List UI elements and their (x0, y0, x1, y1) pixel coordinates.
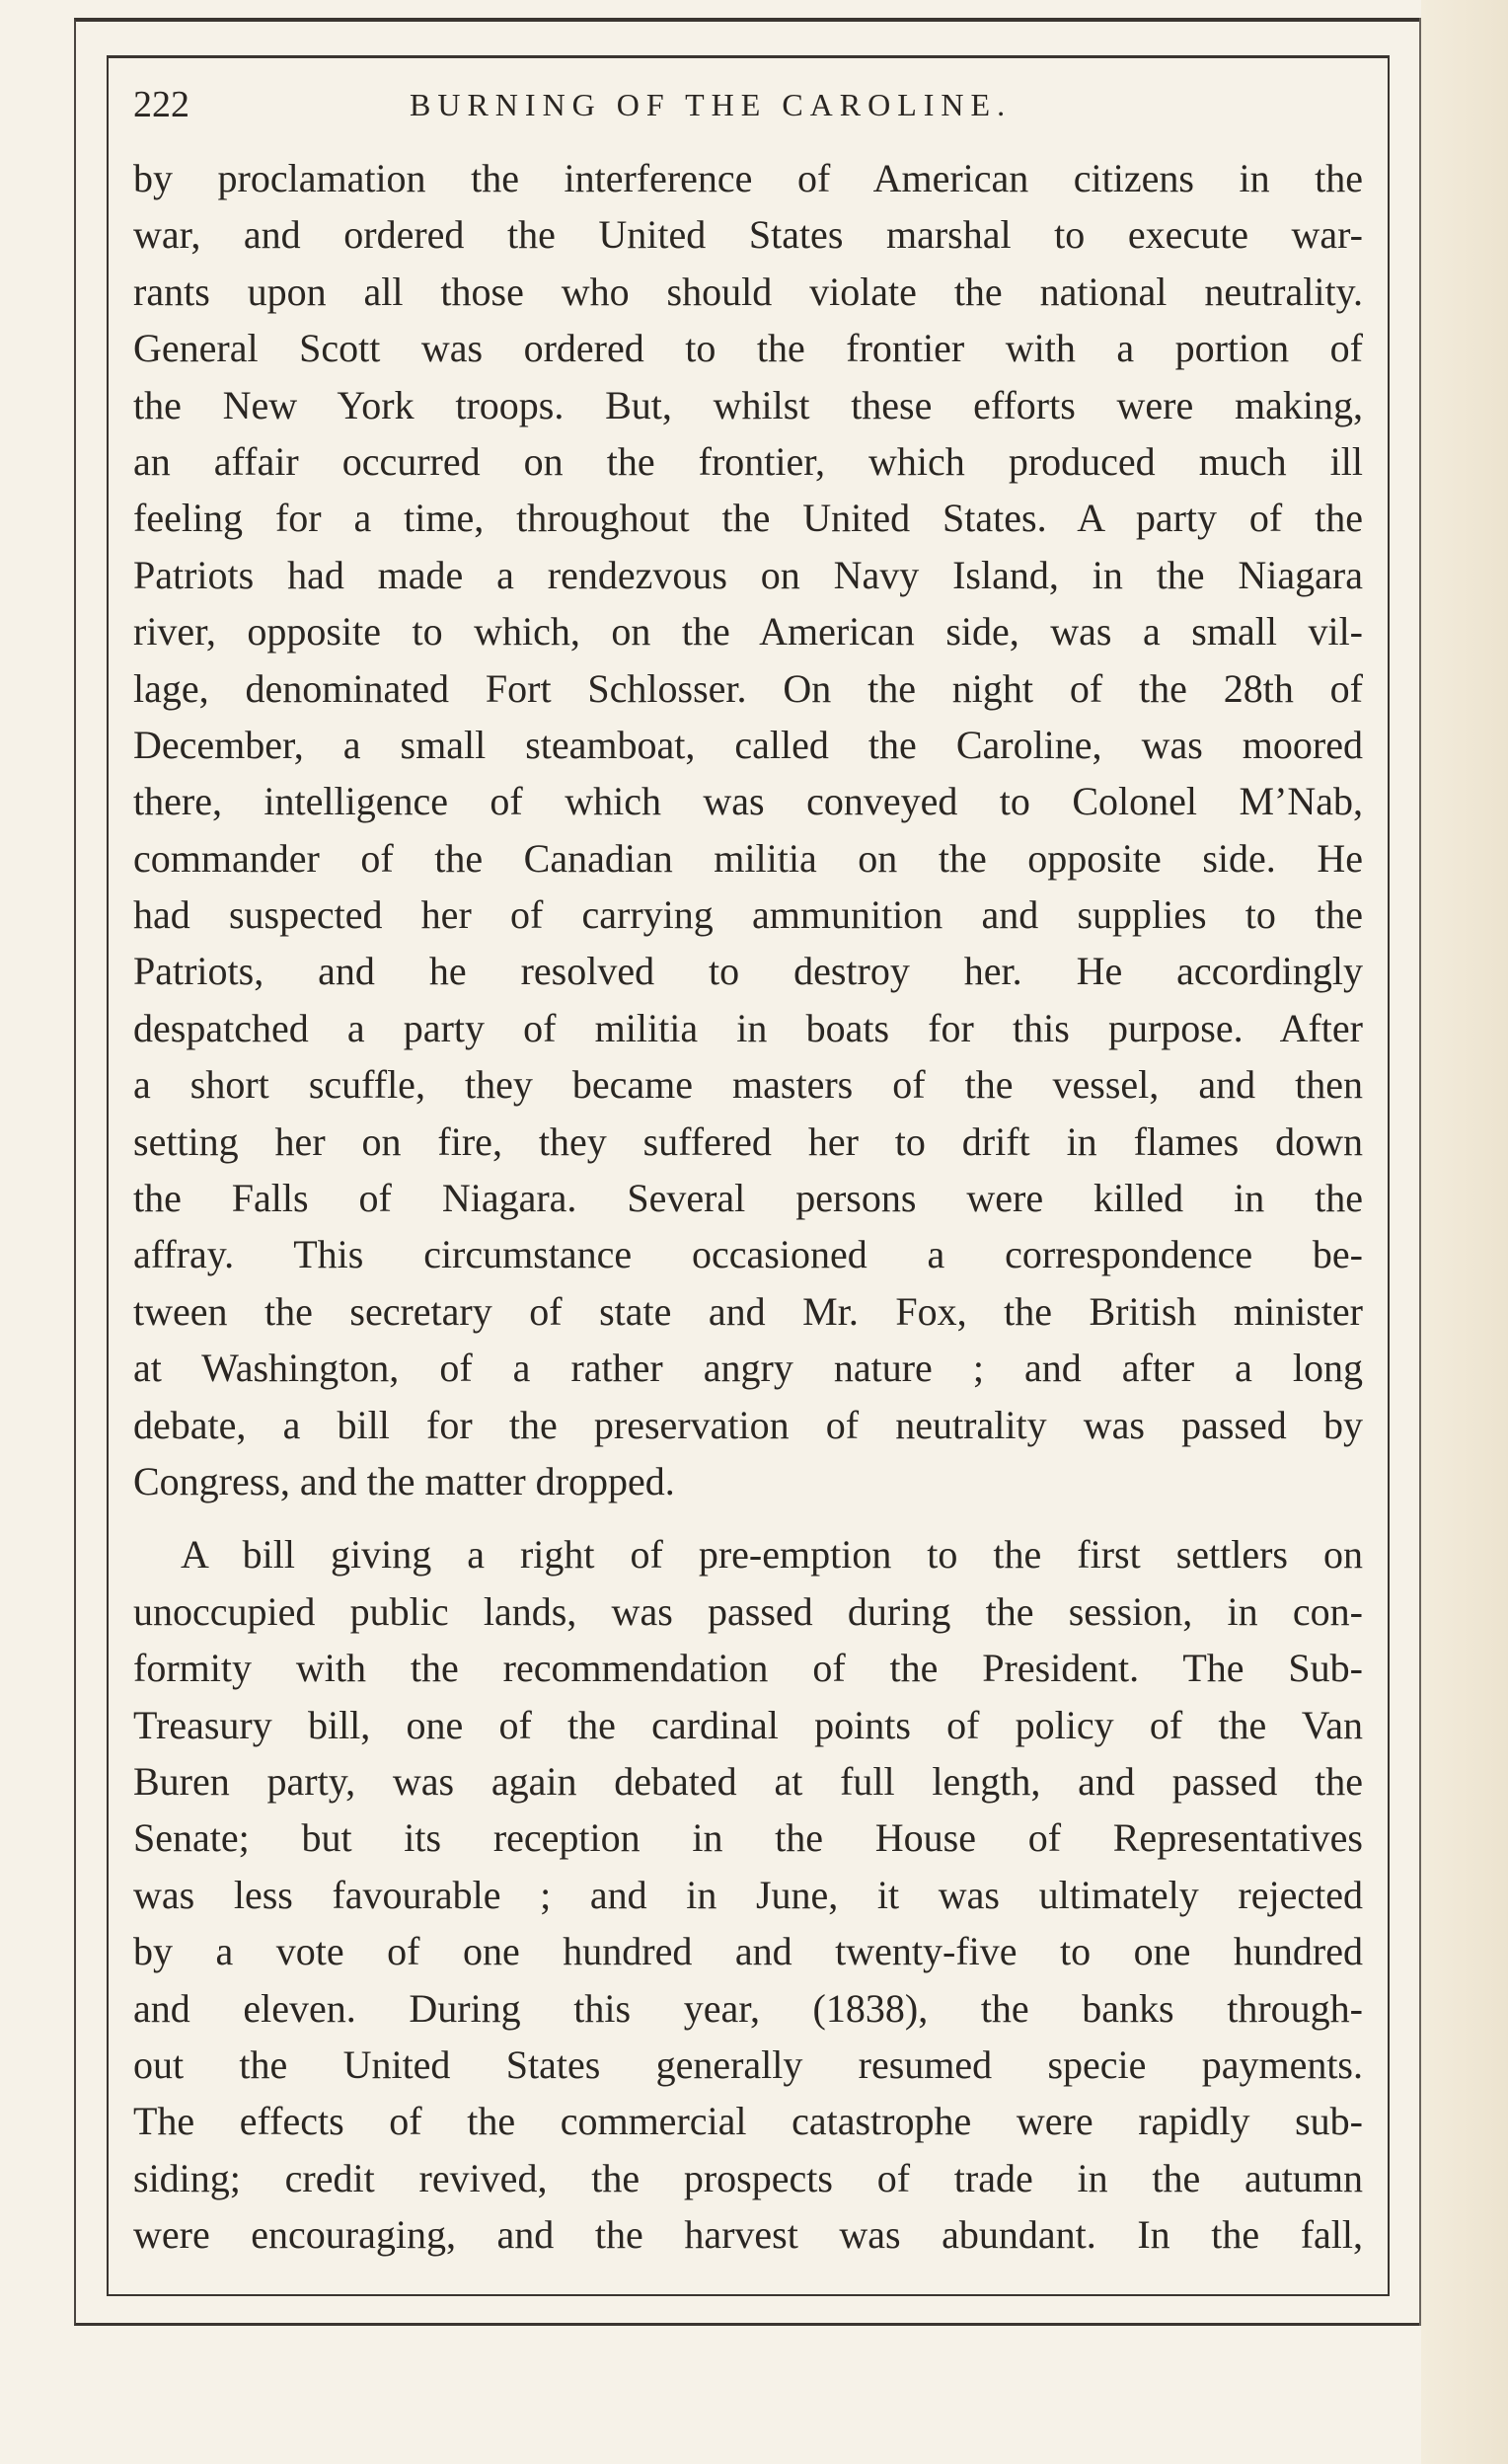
text-line: war, and ordered the United States marshal to execute war- (133, 212, 1363, 258)
page-edge (1421, 0, 1508, 2464)
text-line: affray. This circumstance occasioned a correspondence be- (133, 1232, 1363, 1277)
text-line: siding; credit revived, the prospects of trade in the autumn (133, 2155, 1363, 2200)
text-line: commander of the Canadian militia on the opposite side. He (133, 835, 1363, 881)
text-line: there, intelligence of which was conveyed to Colonel M’Nab, (133, 779, 1363, 824)
paragraph (133, 150, 1363, 1509)
page-number: 222 (133, 84, 189, 125)
text-line: feeling for a time, throughout the United States. A party of the (133, 496, 1363, 541)
text-line: had suspected her of carrying ammunition and supplies to the (133, 892, 1363, 938)
text-line: Patriots, and he resolved to destroy her. He accordingly (133, 949, 1363, 994)
text-line: an affair occurred on the frontier, which produced much ill (133, 438, 1363, 484)
page-body (133, 150, 1363, 2263)
running-title: BURNING OF THE CAROLINE. (410, 87, 1013, 122)
text-line: the Falls of Niagara. Several persons were killed in the (133, 1176, 1363, 1221)
text-line: lage, denominated Fort Schlosser. On the night of the 28th of (133, 665, 1363, 711)
text-line: Treasury bill, one of the cardinal points of policy of the Van (133, 1702, 1363, 1747)
text-line: were encouraging, and the harvest was abundant. In the fall, (133, 2212, 1363, 2258)
text-line: a short scuffle, they became masters of the vessel, and then (133, 1062, 1363, 1108)
text-line: setting her on fire, they suffered her to drift in flames down (133, 1118, 1363, 1164)
paragraph (133, 1526, 1363, 2263)
text-line: December, a small steamboat, called the Caroline, was moored (133, 722, 1363, 767)
text-line: by proclamation the interference of American citizens in the (133, 156, 1363, 200)
text-line: debate, a bill for the preservation of neutrality was passed by (133, 1402, 1363, 1447)
text-line: General Scott was ordered to the frontier with a portion of (133, 326, 1363, 371)
text-line: tween the secretary of state and Mr. Fox, the British minister (133, 1288, 1363, 1334)
text-line: The effects of the commercial catastrophe were rapidly sub- (133, 2099, 1363, 2144)
text-line: the New York troops. But, whilst these efforts were making, (133, 382, 1363, 427)
text-line: Patriots had made a rendezvous on Navy Island, in the Niagara (133, 552, 1363, 597)
text-line: A bill giving a right of pre-emption to the first settlers on (181, 1532, 1363, 1578)
text-line: and eleven. During this year, (1838), the banks through- (133, 1985, 1363, 2031)
text-line: was less favourable ; and in June, it was ultimately rejected (133, 1872, 1363, 1917)
text-line: by a vote of one hundred and twenty-five to one hundred (133, 1929, 1363, 1974)
text-line: river, opposite to which, on the American side, was a small vil- (133, 609, 1363, 654)
text-line: Buren party, was again debated at full length, and passed the (133, 1758, 1363, 1804)
text-line: out the United States generally resumed specie payments. (133, 2041, 1363, 2087)
text-line: Senate; but its reception in the House of Representatives (133, 1815, 1363, 1861)
text-line: at Washington, of a rather angry nature ; and after a long (133, 1346, 1363, 1391)
text-line: rants upon all those who should violate the national neutrality. (133, 269, 1363, 314)
outer-frame-right-rule (1419, 18, 1421, 2326)
running-header (133, 83, 1367, 132)
text-line: unoccupied public lands, was passed during the session, in con- (133, 1588, 1363, 1634)
text-line: formity with the recommendation of the President. The Sub- (133, 1646, 1363, 1691)
text-line: despatched a party of militia in boats for this purpose. After (133, 1005, 1363, 1050)
text-line: Congress, and the matter dropped. (133, 1458, 675, 1503)
